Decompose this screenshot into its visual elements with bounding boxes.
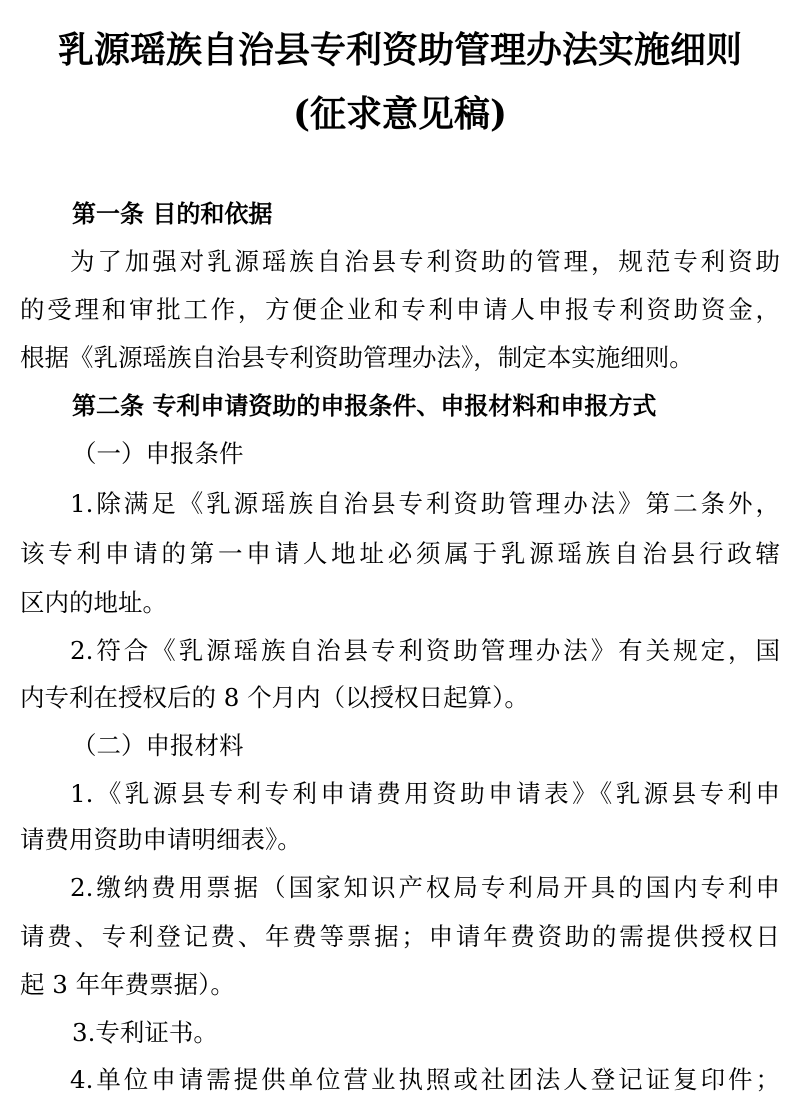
material-1-line-2: 请费用资助申请明细表》。 [20, 825, 302, 854]
material-2-line-2: 请费、专利登记费、年费等票据；申请年费资助的需提供授权日 [20, 922, 780, 951]
article-1-text-line-3: 根据《乳源瑶族自治县专利资助管理办法》，制定本实施细则。 [20, 343, 694, 372]
material-4-line: 4.单位申请需提供单位营业执照或社团法人登记证复印件； [70, 1065, 780, 1094]
article-2-heading: 第二条 专利申请资助的申报条件、申报材料和申报方式 [72, 392, 657, 420]
condition-1-line-1: 1.除满足《乳源瑶族自治县专利资助管理办法》第二条外， [70, 489, 780, 518]
material-2-line-1: 2.缴纳费用票据（国家知识产权局专利局开具的国内专利申 [70, 873, 780, 902]
document-title: 乳源瑶族自治县专利资助管理办法实施细则 [57, 29, 742, 71]
article-1-heading: 第一条 目的和依据 [72, 200, 273, 228]
section-materials-heading: （二）申报材料 [72, 731, 244, 760]
section-conditions-heading: （一）申报条件 [72, 439, 244, 468]
condition-2-line-1: 2.符合《乳源瑶族自治县专利资助管理办法》有关规定，国 [70, 636, 780, 665]
condition-1-line-3: 区内的地址。 [20, 588, 167, 617]
article-1-text-line-1: 为了加强对乳源瑶族自治县专利资助的管理，规范专利资助 [70, 247, 780, 276]
document-subtitle: (征求意见稿) [292, 93, 508, 135]
article-1-text-line-2: 的受理和审批工作，方便企业和专利申请人申报专利资助资金， [20, 295, 780, 324]
material-3-line: 3.专利证书。 [72, 1018, 218, 1047]
material-2-line-3: 起 3 年年费票据）。 [20, 970, 235, 999]
condition-1-line-2: 该专利申请的第一申请人地址必须属于乳源瑶族自治县行政辖 [20, 539, 780, 568]
material-1-line-1: 1.《乳源县专利专利申请费用资助申请表》《乳源县专利申 [70, 779, 780, 808]
condition-2-line-2: 内专利在授权后的 8 个月内（以授权日起算）。 [20, 683, 529, 712]
